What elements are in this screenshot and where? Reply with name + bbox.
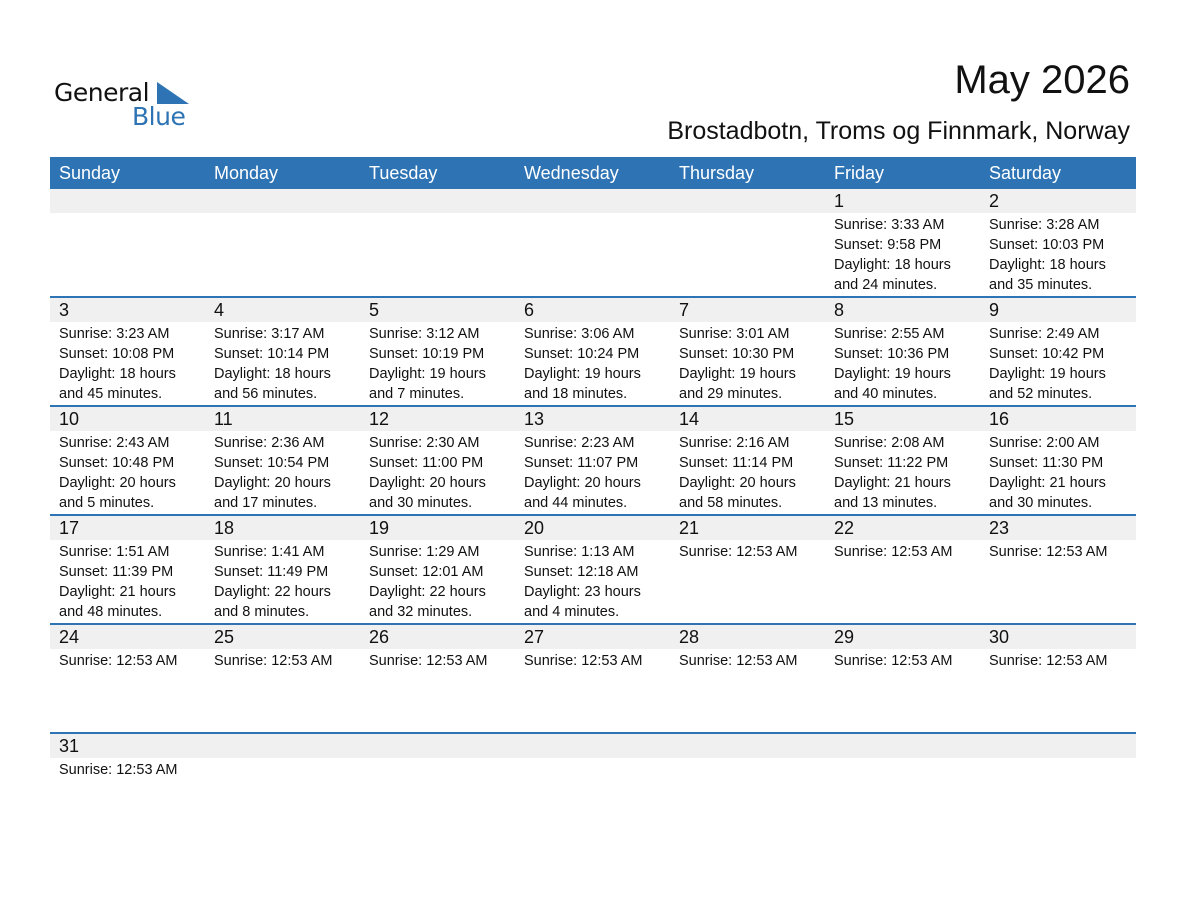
day-number (670, 734, 825, 758)
day-number: 29 (834, 627, 855, 647)
day-cell-details (360, 540, 515, 623)
day-info-row (50, 758, 1136, 841)
day-detail-line: Sunset: 10:14 PM (214, 346, 330, 362)
day-number: 20 (524, 518, 545, 538)
day-cell-details (825, 649, 980, 732)
day-cell-details (50, 322, 205, 405)
day-detail-line: Sunset: 10:48 PM (59, 455, 175, 471)
day-detail-line: Daylight: 20 hours (59, 475, 176, 491)
day-cell-details (50, 431, 205, 514)
day-detail-line: Sunrise: 2:23 AM (524, 435, 635, 451)
day-number: 1 (834, 191, 845, 211)
day-cell-details (670, 322, 825, 405)
day-detail-line: and 24 minutes. (834, 277, 938, 293)
day-detail-line: Sunset: 10:24 PM (524, 346, 640, 362)
day-cell-details (515, 431, 670, 514)
weekday-thursday: Thursday (679, 163, 755, 183)
day-detail-line: Sunset: 11:07 PM (524, 455, 639, 471)
day-info-row (50, 322, 1136, 405)
day-number-row (50, 298, 1136, 322)
day-detail-line: and 7 minutes. (369, 386, 465, 402)
day-number: 26 (369, 627, 390, 647)
day-number: 14 (679, 409, 700, 429)
day-cell-details (50, 540, 205, 623)
day-detail-line: Sunrise: 12:53 AM (59, 762, 178, 778)
day-detail-line: Daylight: 20 hours (679, 475, 796, 491)
day-number: 5 (369, 300, 380, 320)
day-detail-line: Sunrise: 2:00 AM (989, 435, 1100, 451)
day-detail-line: Sunset: 9:58 PM (834, 237, 942, 253)
week-row (50, 732, 1136, 841)
week-row (50, 296, 1136, 405)
day-detail-line: and 44 minutes. (524, 495, 628, 511)
day-number (360, 734, 515, 758)
day-number (360, 189, 515, 213)
page-title: May 2026 (954, 58, 1130, 102)
day-number: 3 (59, 300, 70, 320)
day-detail-line: and 17 minutes. (214, 495, 318, 511)
day-detail-line: Sunrise: 1:51 AM (59, 544, 170, 560)
day-number (515, 189, 670, 213)
day-detail-line: Sunset: 12:01 AM (369, 564, 484, 580)
day-detail-line: Sunrise: 2:49 AM (989, 326, 1100, 342)
weekday-saturday: Saturday (989, 163, 1062, 183)
day-number: 28 (679, 627, 700, 647)
week-row (50, 405, 1136, 514)
day-number (205, 189, 360, 213)
logo (54, 78, 194, 130)
calendar-weeks (50, 189, 1136, 841)
day-detail-line: and 8 minutes. (214, 604, 310, 620)
day-cell-details (205, 322, 360, 405)
day-detail-line: Sunrise: 12:53 AM (989, 653, 1108, 669)
day-number: 4 (214, 300, 225, 320)
day-info-row (50, 213, 1136, 296)
day-detail-line: Sunrise: 3:33 AM (834, 217, 945, 233)
day-detail-line: Sunset: 10:19 PM (369, 346, 485, 362)
day-number: 8 (834, 300, 845, 320)
day-detail-line: Sunrise: 12:53 AM (214, 653, 333, 669)
day-number: 24 (59, 627, 80, 647)
day-detail-line: Sunrise: 1:13 AM (524, 544, 635, 560)
day-detail-line: and 45 minutes. (59, 386, 163, 402)
day-detail-line: Daylight: 19 hours (834, 366, 951, 382)
day-detail-line: Sunrise: 2:30 AM (369, 435, 480, 451)
day-detail-line: Sunset: 12:18 AM (524, 564, 639, 580)
day-detail-line: and 18 minutes. (524, 386, 628, 402)
day-detail-line: and 52 minutes. (989, 386, 1093, 402)
day-detail-line: and 56 minutes. (214, 386, 318, 402)
logo-blue-text: Blue (132, 102, 186, 131)
day-number: 18 (214, 518, 235, 538)
logo-general-text: General (54, 78, 150, 107)
day-number: 17 (59, 518, 80, 538)
day-detail-line: and 5 minutes. (59, 495, 155, 511)
day-cell-details (670, 758, 825, 841)
day-number: 30 (989, 627, 1010, 647)
day-cell-details (50, 649, 205, 732)
day-detail-line: Sunrise: 2:43 AM (59, 435, 170, 451)
day-number: 15 (834, 409, 855, 429)
day-number: 19 (369, 518, 390, 538)
day-detail-line: Sunset: 11:30 PM (989, 455, 1104, 471)
weekday-wednesday: Wednesday (524, 163, 619, 183)
day-detail-line: and 32 minutes. (369, 604, 473, 620)
day-cell-details (360, 322, 515, 405)
day-number: 7 (679, 300, 690, 320)
day-detail-line: Daylight: 20 hours (214, 475, 331, 491)
day-detail-line: Sunset: 10:03 PM (989, 237, 1105, 253)
day-detail-line: Sunrise: 12:53 AM (59, 653, 178, 669)
day-detail-line: and 35 minutes. (989, 277, 1093, 293)
day-detail-line: Daylight: 19 hours (369, 366, 486, 382)
day-number (50, 189, 205, 213)
day-number-row (50, 625, 1136, 649)
day-detail-line: Sunrise: 2:16 AM (679, 435, 790, 451)
weekday-tuesday: Tuesday (369, 163, 438, 183)
day-number: 23 (989, 518, 1010, 538)
day-detail-line: and 58 minutes. (679, 495, 783, 511)
day-detail-line: Sunrise: 3:06 AM (524, 326, 635, 342)
week-row (50, 189, 1136, 296)
day-cell-details (980, 322, 1135, 405)
weekday-header (50, 157, 1136, 189)
day-info-row (50, 431, 1136, 514)
day-number (825, 734, 980, 758)
day-detail-line: Sunrise: 3:23 AM (59, 326, 170, 342)
day-cell-details (515, 540, 670, 623)
day-detail-line: Daylight: 21 hours (989, 475, 1106, 491)
day-detail-line: and 30 minutes. (989, 495, 1093, 511)
day-number (515, 734, 670, 758)
day-detail-line: Sunrise: 3:17 AM (214, 326, 325, 342)
day-detail-line: Daylight: 19 hours (989, 366, 1106, 382)
day-cell-details (515, 649, 670, 732)
day-cell-details (205, 758, 360, 841)
day-detail-line: Sunset: 11:49 PM (214, 564, 329, 580)
day-detail-line: Sunrise: 12:53 AM (989, 544, 1108, 560)
day-cell-details (360, 213, 515, 296)
day-cell-details (980, 649, 1135, 732)
day-number-row (50, 734, 1136, 758)
day-cell-details (980, 213, 1135, 296)
day-cell-details (825, 540, 980, 623)
calendar (50, 157, 1136, 841)
week-row (50, 514, 1136, 623)
day-cell-details (825, 213, 980, 296)
day-number: 12 (369, 409, 390, 429)
day-cell-details (515, 322, 670, 405)
day-cell-details (205, 213, 360, 296)
day-number: 16 (989, 409, 1010, 429)
day-number: 27 (524, 627, 545, 647)
day-detail-line: Daylight: 22 hours (214, 584, 331, 600)
day-number: 6 (524, 300, 535, 320)
day-detail-line: Sunrise: 12:53 AM (679, 653, 798, 669)
day-cell-details (50, 758, 205, 841)
day-detail-line: and 30 minutes. (369, 495, 473, 511)
day-detail-line: Daylight: 21 hours (834, 475, 951, 491)
day-number: 2 (989, 191, 1000, 211)
day-cell-details (670, 540, 825, 623)
day-cell-details (980, 540, 1135, 623)
day-cell-details (205, 540, 360, 623)
day-detail-line: Sunrise: 3:28 AM (989, 217, 1100, 233)
day-cell-details (50, 213, 205, 296)
day-info-row (50, 540, 1136, 623)
day-cell-details (980, 758, 1135, 841)
weekday-sunday: Sunday (59, 163, 121, 183)
day-detail-line: Daylight: 18 hours (834, 257, 951, 273)
day-number-row (50, 189, 1136, 213)
day-cell-details (670, 213, 825, 296)
day-detail-line: Sunset: 10:30 PM (679, 346, 795, 362)
location-subtitle: Brostadbotn, Troms og Finnmark, Norway (667, 117, 1130, 145)
day-cell-details (825, 322, 980, 405)
weekday-friday: Friday (834, 163, 885, 183)
day-detail-line: Sunrise: 2:08 AM (834, 435, 945, 451)
day-detail-line: Daylight: 22 hours (369, 584, 486, 600)
day-number: 9 (989, 300, 1000, 320)
day-detail-line: Daylight: 19 hours (524, 366, 641, 382)
day-info-row (50, 649, 1136, 732)
day-detail-line: Sunrise: 12:53 AM (834, 544, 953, 560)
day-number: 10 (59, 409, 80, 429)
day-detail-line: and 13 minutes. (834, 495, 938, 511)
day-number-row (50, 516, 1136, 540)
day-detail-line: Daylight: 20 hours (524, 475, 641, 491)
logo-triangle-icon (157, 82, 189, 104)
day-cell-details (670, 431, 825, 514)
day-detail-line: Sunrise: 2:55 AM (834, 326, 945, 342)
day-detail-line: and 40 minutes. (834, 386, 938, 402)
day-detail-line: Sunrise: 1:41 AM (214, 544, 325, 560)
day-detail-line: Sunrise: 1:29 AM (369, 544, 480, 560)
day-detail-line: Sunset: 11:14 PM (679, 455, 794, 471)
day-detail-line: Sunset: 10:36 PM (834, 346, 950, 362)
day-detail-line: and 29 minutes. (679, 386, 783, 402)
day-cell-details (205, 649, 360, 732)
day-cell-details (205, 431, 360, 514)
day-detail-line: and 48 minutes. (59, 604, 163, 620)
day-number (205, 734, 360, 758)
day-detail-line: Daylight: 20 hours (369, 475, 486, 491)
day-cell-details (515, 758, 670, 841)
day-cell-details (360, 431, 515, 514)
day-detail-line: Sunrise: 12:53 AM (369, 653, 488, 669)
day-detail-line: Sunset: 11:22 PM (834, 455, 949, 471)
day-number: 22 (834, 518, 855, 538)
day-cell-details (825, 431, 980, 514)
day-detail-line: Sunrise: 12:53 AM (679, 544, 798, 560)
day-detail-line: Sunset: 11:00 PM (369, 455, 484, 471)
day-number: 11 (214, 409, 233, 429)
day-detail-line: Daylight: 19 hours (679, 366, 796, 382)
day-detail-line: Daylight: 18 hours (59, 366, 176, 382)
day-cell-details (515, 213, 670, 296)
day-detail-line: Daylight: 18 hours (214, 366, 331, 382)
day-cell-details (825, 758, 980, 841)
day-detail-line: Daylight: 18 hours (989, 257, 1106, 273)
day-detail-line: Sunrise: 12:53 AM (834, 653, 953, 669)
day-detail-line: Sunrise: 3:12 AM (369, 326, 480, 342)
day-detail-line: Sunrise: 3:01 AM (679, 326, 790, 342)
day-detail-line: Daylight: 23 hours (524, 584, 641, 600)
day-detail-line: Daylight: 21 hours (59, 584, 176, 600)
day-cell-details (360, 649, 515, 732)
day-number: 25 (214, 627, 235, 647)
day-detail-line: Sunset: 10:54 PM (214, 455, 330, 471)
day-number (980, 734, 1135, 758)
day-cell-details (670, 649, 825, 732)
day-cell-details (980, 431, 1135, 514)
day-detail-line: Sunrise: 12:53 AM (524, 653, 643, 669)
day-number-row (50, 407, 1136, 431)
day-number (670, 189, 825, 213)
day-detail-line: Sunset: 10:08 PM (59, 346, 175, 362)
day-detail-line: Sunset: 10:42 PM (989, 346, 1105, 362)
week-row (50, 623, 1136, 732)
day-number: 13 (524, 409, 545, 429)
day-cell-details (360, 758, 515, 841)
day-detail-line: and 4 minutes. (524, 604, 620, 620)
day-number: 31 (59, 736, 80, 756)
day-detail-line: Sunset: 11:39 PM (59, 564, 174, 580)
day-detail-line: Sunrise: 2:36 AM (214, 435, 325, 451)
day-number: 21 (679, 518, 700, 538)
weekday-monday: Monday (214, 163, 279, 183)
